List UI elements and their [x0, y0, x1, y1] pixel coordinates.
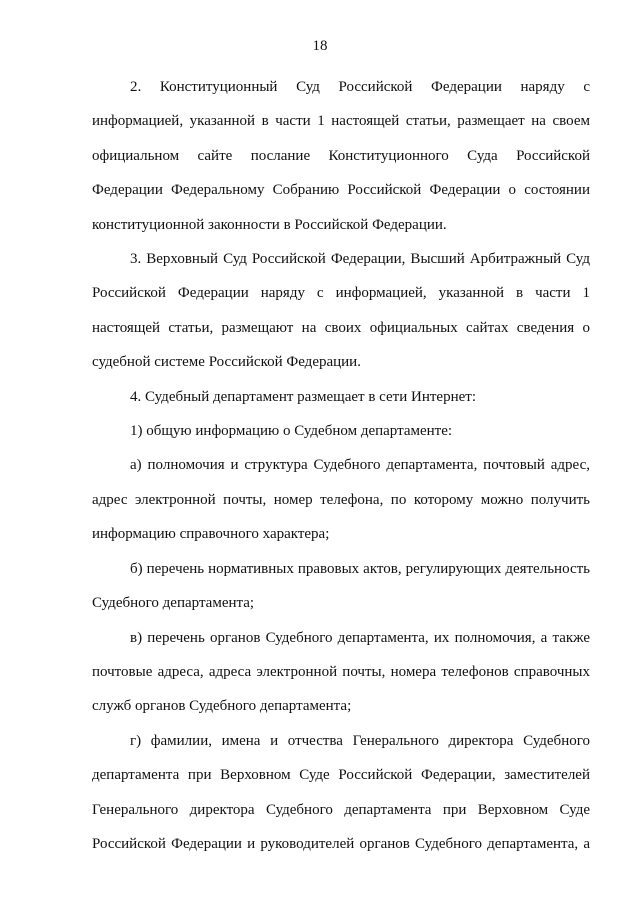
- subitem-v: в) перечень органов Судебного департамента, их полномочия, а также почтовые адреса, адреса электронной почты, номера телефонов справочных служб органов Судебного департамента;: [92, 629, 590, 715]
- subitem-1: 1) общую информацию о Судебном департаменте:: [130, 423, 453, 440]
- paragraph-item-2: 2. Конституционный Суд Российской Федерации наряду с информацией, указанной в части 1 настоящей статьи, размещает на своем официальном сайте послание Конституционного Суда Российской Федерации Федеральному Собранию Российской Федерации о состоянии конституционной законности в Российской Федерации.: [92, 79, 590, 233]
- document-body: [92, 70, 590, 861]
- subitem-a: а) полномочия и структура Судебного департамента, почтовый адрес, адрес электронной почты, номер телефона, по которому можно получить информацию справочного характера;: [92, 457, 590, 543]
- subitem-b: б) перечень нормативных правовых актов, регулирующих деятельность Судебного департамента;: [92, 560, 590, 612]
- subitem-g: г) фамилии, имена и отчества Генерального директора Судебного департамента при Верховном Суде Российской Федерации, заместителей Генерального директора Судебного департамента при Верховном Суде Российской Федерации и руководителей органов Судебного департамента, а: [92, 732, 590, 852]
- paragraph-item-3: 3. Верховный Суд Российской Федерации, Высший Арбитражный Суд Российской Федерации наряду с информацией, указанной в части 1 настоящей статьи, размещают на своих официальных сайтах сведения о судебной системе Российской Федерации.: [92, 251, 590, 371]
- page-number: 18: [312, 38, 328, 54]
- paragraph-item-4: 4. Судебный департамент размещает в сети Интернет:: [130, 388, 476, 405]
